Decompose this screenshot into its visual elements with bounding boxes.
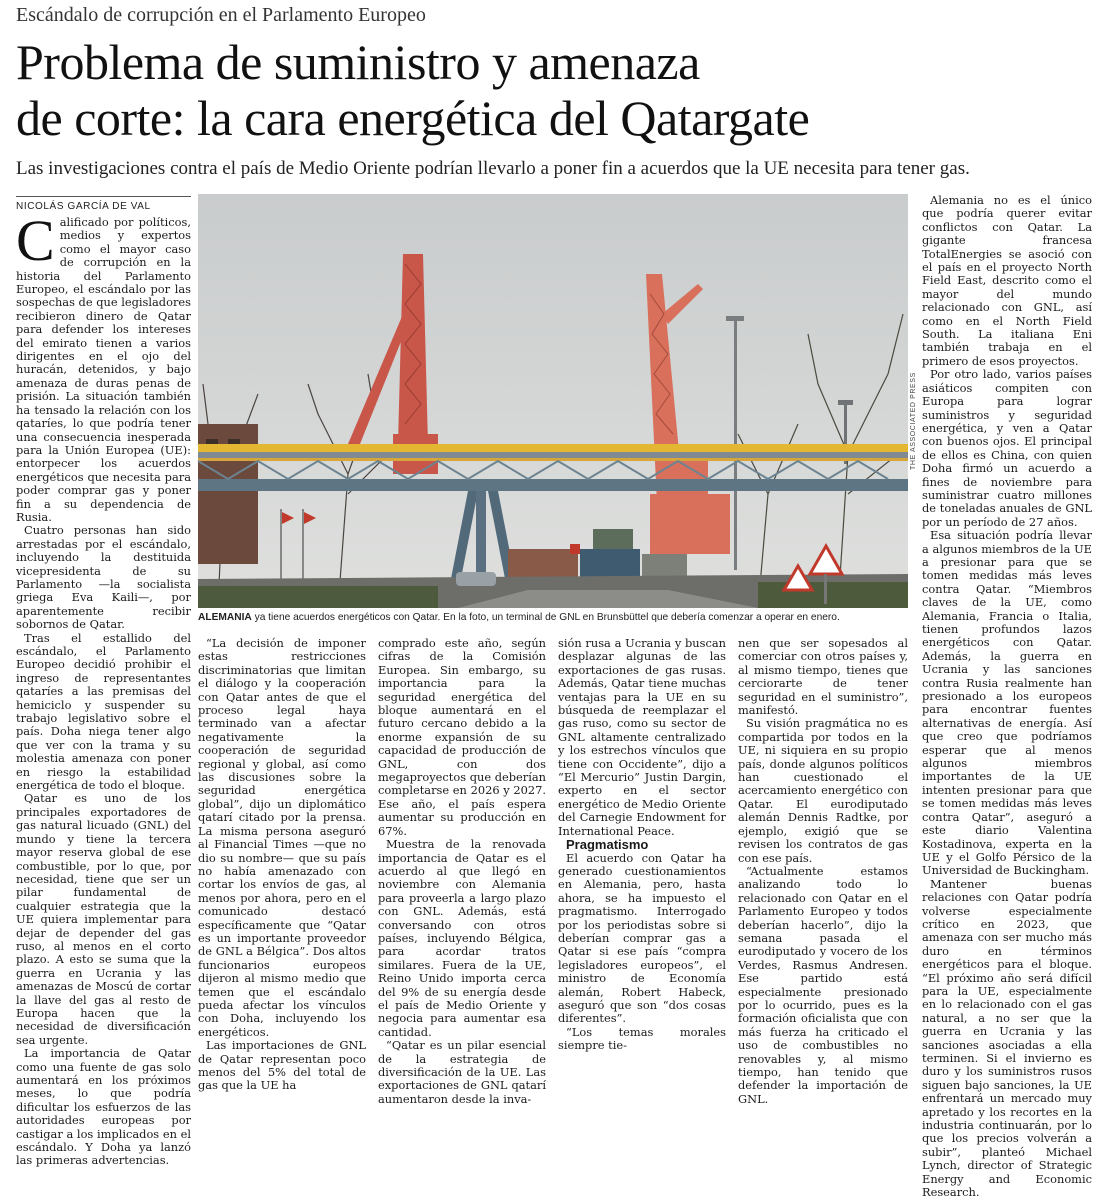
paragraph: Su visión pragmática no es compartida por todos en la UE, ni siquiera en su propio país, donde algunos políticos han cuestionado el acercamiento energético con Qatar. El eurodiputado alemán Dennis Radtke, por ejemplo, exigió que se revisen los contratos de gas con ese país. [738, 716, 908, 865]
body-column-5 [738, 636, 908, 1106]
body-column-4 [558, 636, 726, 1053]
paragraph: nen que ser sopesados al comerciar con otros países y, al mismo tiempo, tienes que cerciorarte de tener seguridad en el suministro”, manifestó. [738, 636, 908, 718]
paragraph: comprado este año, según cifras de la Comisión Europea. Sin embargo, su importancia para la seguridad energética del bloque aumentará en el futuro cercano debido a la enorme expansión de su capacidad de producción de GNL, con dos megaproyectos que deberían completarse en 2026 y 2027. Ese año, el país espera aumentar su producción en 67%. [378, 636, 546, 838]
photo-caption [198, 612, 910, 623]
headline-line-2: de corte: la cara energética del Qatargate [16, 90, 810, 146]
paragraph: Muestra de la renovada importancia de Qatar es el acuerdo al que llegó en noviembre con Alemania para proveerla a largo plazo con GNL. Además, está conversando con otros países, incluyendo Bélgica, para acordar tratos similares. Fuera de la UE, Reino Unido importa cerca del 9% de su energía desde el país de Medio Oriente y negocia para aumentar esa cantidad. [378, 837, 546, 1039]
section-subheading: Pragmatismo [566, 837, 649, 853]
caption-text: ya tiene acuerdos energéticos con Qatar. En la foto, un terminal de GNL en Brunsbüttel que debería comenzar a operar en enero. [251, 612, 840, 623]
terminal-photo [198, 194, 908, 608]
paragraph: Qatar es uno de los principales exportadores de gas natural licuado (GNL) del mundo y tiene la tercera mayor reserva global de ese combustible, por lo que, por necesidad, tiene que ser un pilar fundamental de cualquier estrategia que la UE quiera implementar para dejar de depender del gas ruso, al menos en el corto plazo. A esto se suma que la guerra en Ucrania y las amenazas de Moscú de cortar la llave del gas al resto de Europa hacen que la necesidad de diversificación sea urgente. [16, 791, 191, 1047]
paragraph: Por otro lado, varios países asiáticos compiten con Europa para lograr suministros y seguridad energética, y ven a Qatar con buenos ojos. El principal de ellos es China, con quien Doha firmó un acuerdo a fines de noviembre para suministrar cuatro millones de toneladas anuales de GNL por un período de 27 años. [922, 367, 1092, 529]
paragraph: Esa situación podría llevar a algunos miembros de la UE a presionar para que se tomen medidas más leves contra Qatar. “Miembros claves de la UE, como Alemania, Francia o Italia, tienen profundos lazos energéticos con Qatar. Además, la guerra en Ucrania y las sanciones contra Rusia realmente han presionado a los europeos para encontrar fuentes alternativas de energía. Así que creo que podríamos esperar que al menos algunos miembros importantes de la UE intenten presionar para que se tomen medidas más leves contra Qatar”, aseguró a este diario Valentina Kostadinova, experta en la UE y el Golfo Pérsico de la Universidad de Buckingham. [922, 528, 1092, 878]
paragraph: Mantener buenas relaciones con Qatar podría volverse especialmente crítico en 2023, que amenaza con ser mucho más duro en términos energéticos para el bloque. “El próximo año será difícil para la UE, especialmente en lo relacionado con el gas natural, a no ser que la guerra en Ucrania y las sanciones asociadas a ella terminen. Si el invierno es duro y los suministros rusos siguen bajo sanciones, la UE enfrentará un mercado muy apretado y los recortes en la industria continuarán, por lo que los precios volverán a subir”, planteó Michael Lynch, director of Strategic Energy and Economic Research. [922, 876, 1092, 1199]
headline [16, 34, 1086, 146]
photo-illustration [198, 194, 908, 608]
body-column-6 [922, 193, 1092, 1199]
paragraph: Calificado por políticos, medios y expertos como el mayor caso de corrupción en la historia del Parlamento Europeo, el escándalo por las sospechas de que legisladores recibieron dinero de Qatar para defender los intereses del emirato tienen a varios dirigentes en el ojo del huracán, detenidos, y bajo amenaza de duras penas de prisión. La situación también ha tensado la relación con los qataríes, lo que podría tener una consecuencia inesperada para la Unión Europea (UE): entorpecer los acuerdos energéticos que necesita para poder comprar gas y poner fin a su dependencia de Rusia. [16, 208, 191, 524]
kicker: Escándalo de corrupción en el Parlamento Europeo [16, 4, 426, 26]
body-column-3 [378, 636, 546, 1106]
drop-cap: C [16, 208, 55, 273]
paragraph: Las importaciones de GNL de Qatar representan poco menos del 5% del total de gas que la UE ha [198, 1038, 366, 1093]
paragraph: El acuerdo con Qatar ha generado cuestionamientos en Alemania, pero, hasta ahora, se ha impuesto el pragmatismo. Interrogado por los periodistas sobre si deberían comprar gas a Qatar si ese país “compra legisladores europeos”, el ministro de Economía alemán, Robert Habeck, aseguró que son “dos cosas diferentes”. [558, 850, 726, 1026]
body-column-2 [198, 636, 366, 1093]
paragraph: “Los temas morales siempre tie- [558, 1024, 726, 1053]
paragraph: sión rusa a Ucrania y buscan desplazar algunas de las exportaciones de gas rusas. Además, Qatar tiene muchas ventajas para la UE en su búsqueda de reemplazar el gas ruso, como su sector de GNL altamente centralizado y los estrechos vínculos que tiene con Occidente”, dijo a “El Mercurio” Justin Dargin, experto en el sector energético de Medio Oriente del Carnegie Endowment for International Peace. [558, 636, 726, 838]
paragraph: La importancia de Qatar como una fuente de gas solo aumentará en los próximos meses, lo que podría dificultar los esfuerzos de las autoridades europeas por castigar a los implicados en el escándalo. Y Doha ya lanzó las primeras advertencias. [16, 1046, 191, 1168]
paragraph: “La decisión de imponer estas restricciones discriminatorias que limitan el diálogo y la cooperación con Qatar antes de que el proceso legal haya terminado van a afectar negativamente la cooperación de seguridad regional y global, así como las discusiones sobre la seguridad energética global”, dijo un diplomático qatarí citado por la prensa. La misma persona aseguró al Financial Times —que no dio su nombre— que su país no había amenazado con cortar los envíos de gas, al menos por ahora, pero en el comunicado destacó específicamente que “Qatar es un importante proveedor de GNL a Bélgica”. Dos altos funcionarios europeos dijeron al mismo medio que temen que el escándalo pueda afectar los vínculos con Doha, incluyendo los energéticos. [198, 636, 366, 1039]
paragraph: “Qatar es un pilar esencial de la estrategia de diversificación de la UE. Las exportaciones de GNL qatarí aumentaron desde la inva- [378, 1038, 546, 1106]
byline: NICOLÁS GARCÍA DE VAL [16, 196, 191, 212]
headline-line-1: Problema de suministro y amenaza [16, 34, 700, 90]
subheadline: Las investigaciones contra el país de Medio Oriente podrían llevarlo a poner fin a acuerdos que la UE necesita para tener gas. [16, 158, 970, 179]
caption-lead: ALEMANIA [198, 612, 252, 623]
body-column-1 [16, 208, 191, 1168]
photo-credit: THE ASSOCIATED PRESS [910, 372, 917, 470]
paragraph: “Actualmente estamos analizando todo lo relacionado con Qatar en el Parlamento Europeo y todos deberían hacerlo”, dijo la semana pasada el eurodiputado y vocero de los Verdes, Rasmus Andresen. Ese partido está especialmente presionado por lo ocurrido, pues es la formación oficialista que con más fuerza ha criticado el uso de combustibles no renovables y, al mismo tiempo, han tenido que defender la importación de GNL. [738, 863, 908, 1106]
paragraph: Cuatro personas han sido arrestadas por el escándalo, incluyendo la destituida vicepresidenta de su Parlamento —la socialista griega Eva Kaili—, por aparentemente recibir sobornos de Qatar. [16, 523, 191, 632]
paragraph: Alemania no es el único que podría querer evitar conflictos con Qatar. La gigante francesa TotalEnergies se asoció con el país en el proyecto North Field East, descrito como el mayor del mundo relacionado con GNL, así como en el North Field South. La italiana Eni también trabaja en el primero de esos proyectos. [922, 193, 1092, 368]
paragraph: Tras el estallido del escándalo, el Parlamento Europeo decidió prohibir el ingreso de representantes qataríes a las premisas del hemiciclo y suspender su trabajo legislativo sobre el país. Doha niega tener algo que ver con la trama y su molestia amenaza con poner en riesgo la estabilidad energética de todo el bloque. [16, 630, 191, 793]
